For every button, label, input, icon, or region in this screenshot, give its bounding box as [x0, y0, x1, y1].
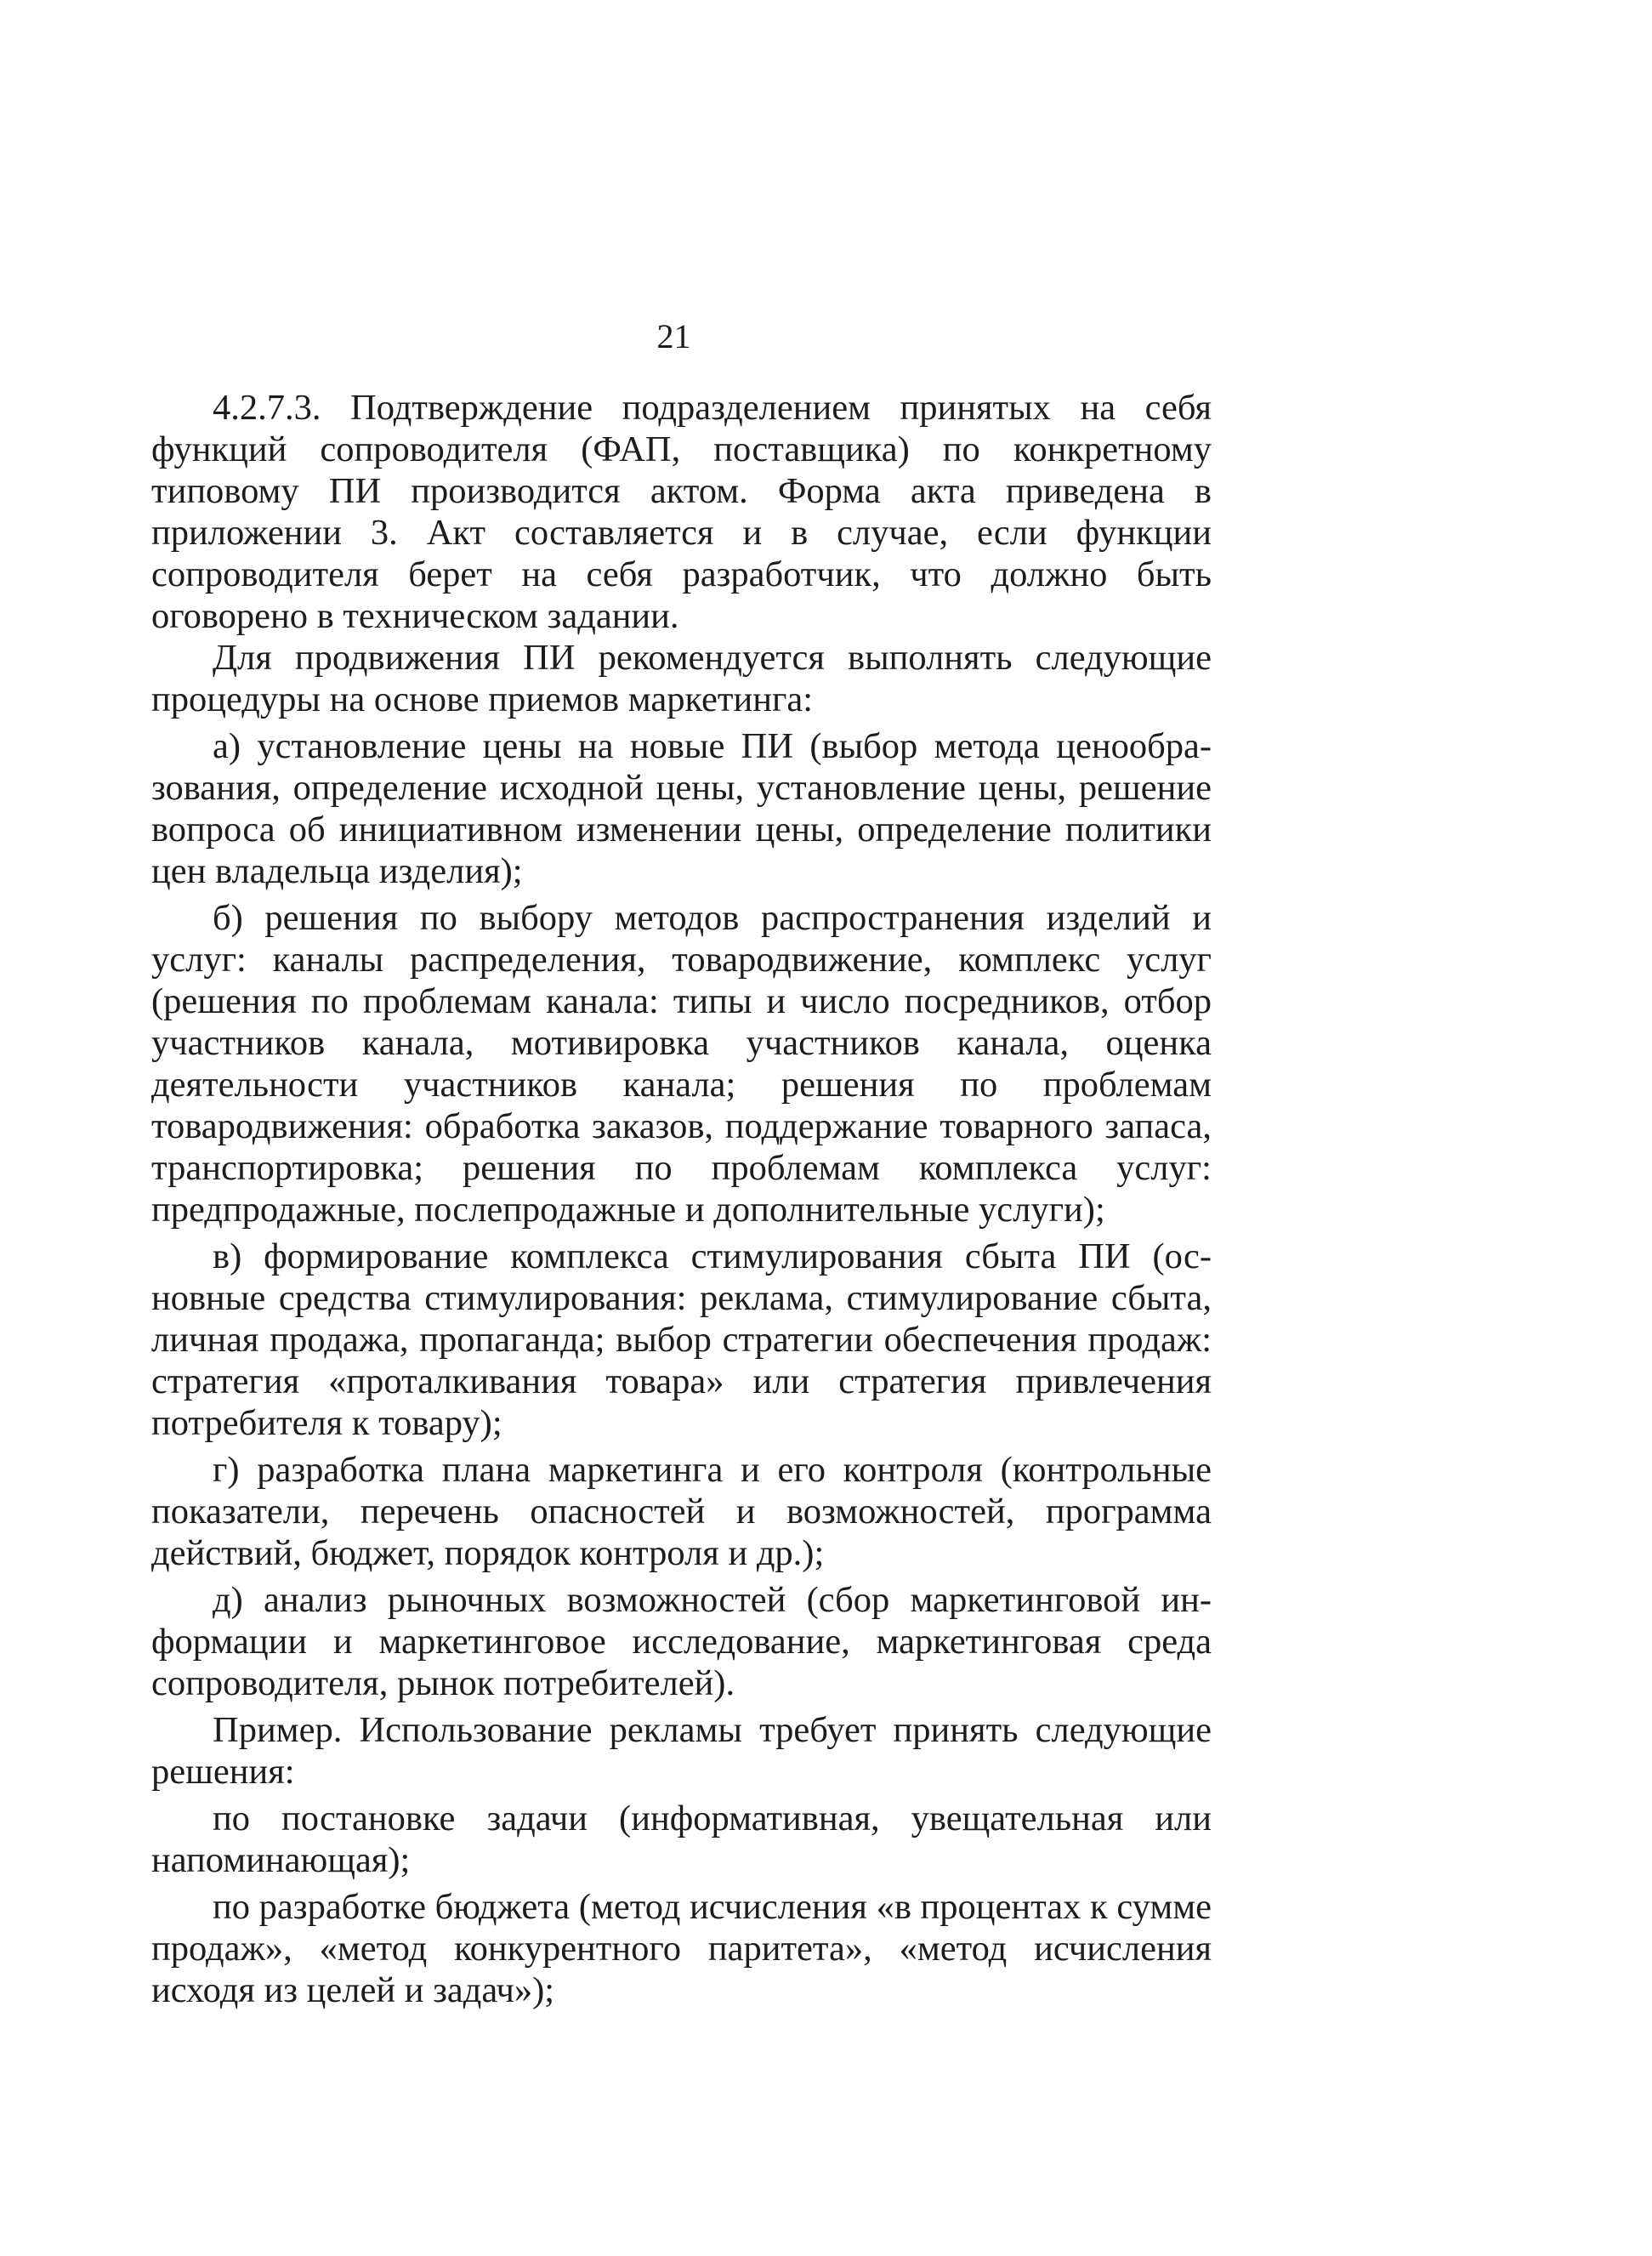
paragraph-4-2-7-3: 4.2.7.3. Подтверждение подразделением принятых на себя функций сопроводителя (ФАП, поставщика) по конкретному типовому ПИ производится актом. Форма акта приведена в приложении 3. Акт составляется и в случае, если функции сопроводителя берет на себя разработчик, что должно быть оговорено в техническом задании. [151, 388, 1212, 636]
list-item-v: в) формирование комплекса стимулирования сбыта ПИ (основные средства стимулирования: реклама, стимулирование сбыта, личная продажа, пропаганда; выбор стратегии обеспечения продаж: стратегия «проталкивания товара» или стратегия привлечения потребителя к товару); [151, 1236, 1212, 1443]
paragraph-procedures-intro: Для продвижения ПИ рекомендуется выполнять следующие процедуры на основе приемов маркетинга: [151, 638, 1212, 719]
list-item-b: б) решения по выбору методов распространения изделий и услуг: каналы распределения, товародвижение, комплекс услуг (решения по проблемам канала: типы и число посредников, отбор участников канала, мотивировка участников канала, оценка деятельности участников канала; решения по проблемам товародвижения: обработка заказов, поддержание товарного запаса, транспортировка; решения по проблемам комплекса услуг: предпродажные, послепродажные и дополнительные услуги); [151, 898, 1212, 1230]
document-body [151, 387, 1212, 2011]
list-item-a: а) установление цены на новые ПИ (выбор метода ценообразования, определение исходной цены, установление цены, решение вопроса об инициативном изменении цены, определение политики цен владельца изделия); [151, 726, 1212, 891]
list-item-g: г) разработка плана маркетинга и его контроля (контрольные показатели, перечень опасностей и возможностей, программа действий, бюджет, порядок контроля и др.); [151, 1450, 1212, 1573]
example-item-task: по постановке задачи (информативная, увещательная или напоминающая); [151, 1799, 1212, 1880]
paragraph-example: Пример. Использование рекламы требует принять следующие решения: [151, 1710, 1212, 1792]
list-item-d: д) анализ рыночных возможностей (сбор маркетинговой информации и маркетинговое исследование, маркетинговая среда сопроводителя, рынок потребителей). [151, 1580, 1212, 1703]
example-item-budget: по разработке бюджета (метод исчисления «в процентах к сумме продаж», «метод конкурентного паритета», «метод исчисления исходя из целей и задач»); [151, 1887, 1212, 2010]
page-number: 21 [656, 317, 691, 355]
